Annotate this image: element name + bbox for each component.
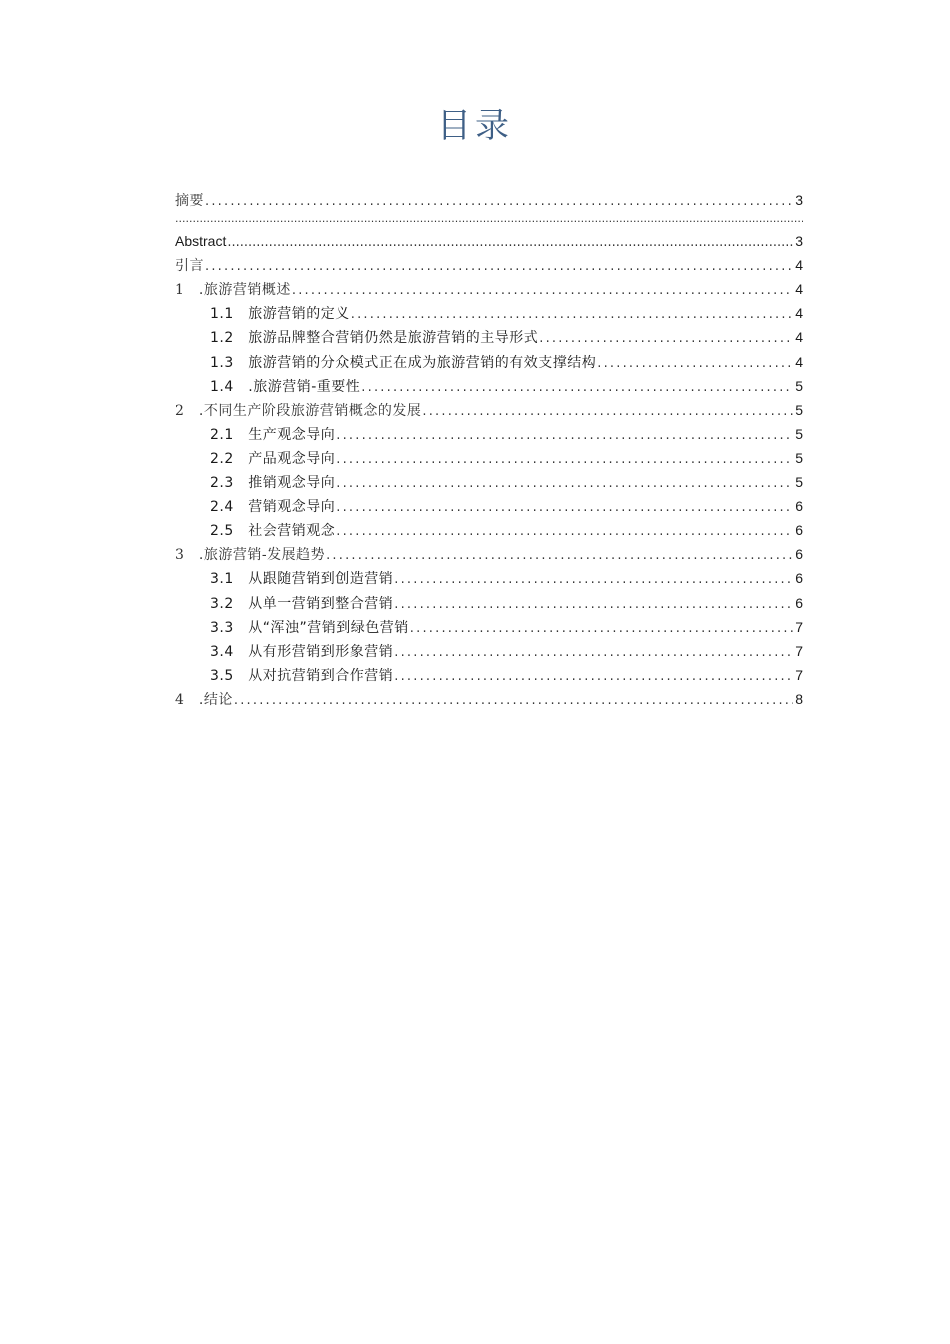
toc-entry-title: 2.3 推销观念导向 (210, 475, 336, 492)
toc-page-number: 7 (795, 642, 803, 659)
toc-page-number: 5 (795, 401, 803, 418)
toc-entry[interactable] (175, 591, 803, 615)
toc-separator (175, 212, 803, 229)
dot-leader (361, 376, 793, 400)
toc-entry-title: 3 .旅游营销-发展趋势 (175, 547, 326, 564)
dot-leader (336, 496, 793, 520)
toc-entry-title: 3.1 从跟随营销到创造营销 (210, 571, 394, 588)
dot-leader (539, 327, 793, 351)
dot-leader (394, 665, 793, 689)
toc-page-number: 3 (795, 233, 803, 250)
toc-entry[interactable] (175, 350, 803, 374)
toc-entry[interactable] (175, 398, 803, 422)
toc-entry[interactable] (175, 301, 803, 325)
toc-entry-title: Abstract (175, 233, 227, 250)
toc-page-number: 6 (795, 594, 803, 611)
dot-leader (205, 255, 793, 279)
dot-leader (394, 568, 793, 592)
toc-entry-title: 3.4 从有形营销到形象营销 (210, 643, 394, 660)
toc-page-number: 6 (795, 522, 803, 539)
toc-page-number: 4 (795, 353, 803, 370)
toc-entry[interactable] (175, 374, 803, 398)
dot-leader (422, 400, 793, 424)
dot-leader (351, 303, 793, 327)
dot-leader (175, 212, 803, 226)
toc-entry[interactable] (175, 615, 803, 639)
toc-page-number: 5 (795, 449, 803, 466)
toc-page-number: 7 (795, 618, 803, 635)
dot-leader (227, 231, 793, 255)
toc-entry[interactable] (175, 422, 803, 446)
toc-entry[interactable] (175, 446, 803, 470)
toc-entry-title: 1.2 旅游品牌整合营销仍然是旅游营销的主导形式 (210, 330, 539, 347)
toc-entry-title: 2.5 社会营销观念 (210, 523, 336, 540)
dot-leader (336, 424, 793, 448)
toc-entry-title: 4 .结论 (175, 691, 233, 708)
toc-entry-title: 2.2 产品观念导向 (210, 450, 336, 467)
toc-entry[interactable] (175, 663, 803, 687)
toc-entry[interactable] (175, 229, 803, 253)
toc-entry-title: 2.4 营销观念导向 (210, 499, 336, 516)
toc-page-number: 4 (795, 257, 803, 274)
dot-leader (234, 689, 793, 713)
toc-entry[interactable] (175, 325, 803, 349)
toc-entry[interactable] (175, 253, 803, 277)
toc-entry[interactable] (175, 639, 803, 663)
toc-entry-title: 摘要 (175, 193, 204, 209)
dot-leader (336, 472, 793, 496)
toc-page-number: 5 (795, 377, 803, 394)
dot-leader (336, 448, 793, 472)
toc-page-number: 6 (795, 498, 803, 515)
toc-entry-title: 1.3 旅游营销的分众模式正在成为旅游营销的有效支撑结构 (210, 354, 597, 371)
toc-page-number: 4 (795, 329, 803, 346)
toc-entry[interactable] (175, 277, 803, 301)
toc-entry-title: 1.4 .旅游营销-重要性 (210, 378, 361, 395)
dot-leader (394, 641, 793, 665)
toc-entry-title: 3.2 从单一营销到整合营销 (210, 595, 394, 612)
toc-page-number: 4 (795, 281, 803, 298)
dot-leader (326, 544, 793, 568)
toc-page-number: 8 (795, 690, 803, 707)
toc-page-number: 3 (795, 192, 803, 208)
dot-leader (336, 520, 793, 544)
toc-entry[interactable] (175, 542, 803, 566)
toc-entry-title: 3.5 从对抗营销到合作营销 (210, 667, 394, 684)
toc-page-number: 6 (795, 546, 803, 563)
dot-leader (394, 593, 793, 617)
dot-leader (205, 190, 793, 214)
toc-entry[interactable] (175, 687, 803, 711)
toc-entry-title: 1.1 旅游营销的定义 (210, 306, 350, 323)
toc-entry[interactable] (175, 470, 803, 494)
toc-entry[interactable] (175, 188, 803, 212)
table-of-contents (175, 188, 803, 711)
toc-entry-title: 引言 (175, 258, 204, 275)
toc-entry-title: 2.1 生产观念导向 (210, 426, 336, 443)
toc-page-number: 4 (795, 305, 803, 322)
dot-leader (410, 617, 793, 641)
toc-entry[interactable] (175, 566, 803, 590)
toc-entry-title: 3.3 从“浑浊”营销到绿色营销 (210, 619, 409, 636)
page-title: 目录 (437, 106, 513, 146)
toc-entry[interactable] (175, 494, 803, 518)
toc-page-number: 5 (795, 474, 803, 491)
toc-entry[interactable] (175, 518, 803, 542)
toc-page-number: 5 (795, 425, 803, 442)
dot-leader (597, 352, 793, 376)
toc-page-number: 7 (795, 666, 803, 683)
dot-leader (292, 279, 793, 303)
toc-entry-title: 1 .旅游营销概述 (175, 282, 291, 299)
toc-page-number: 6 (795, 570, 803, 587)
toc-entry-title: 2 .不同生产阶段旅游营销概念的发展 (175, 402, 422, 419)
